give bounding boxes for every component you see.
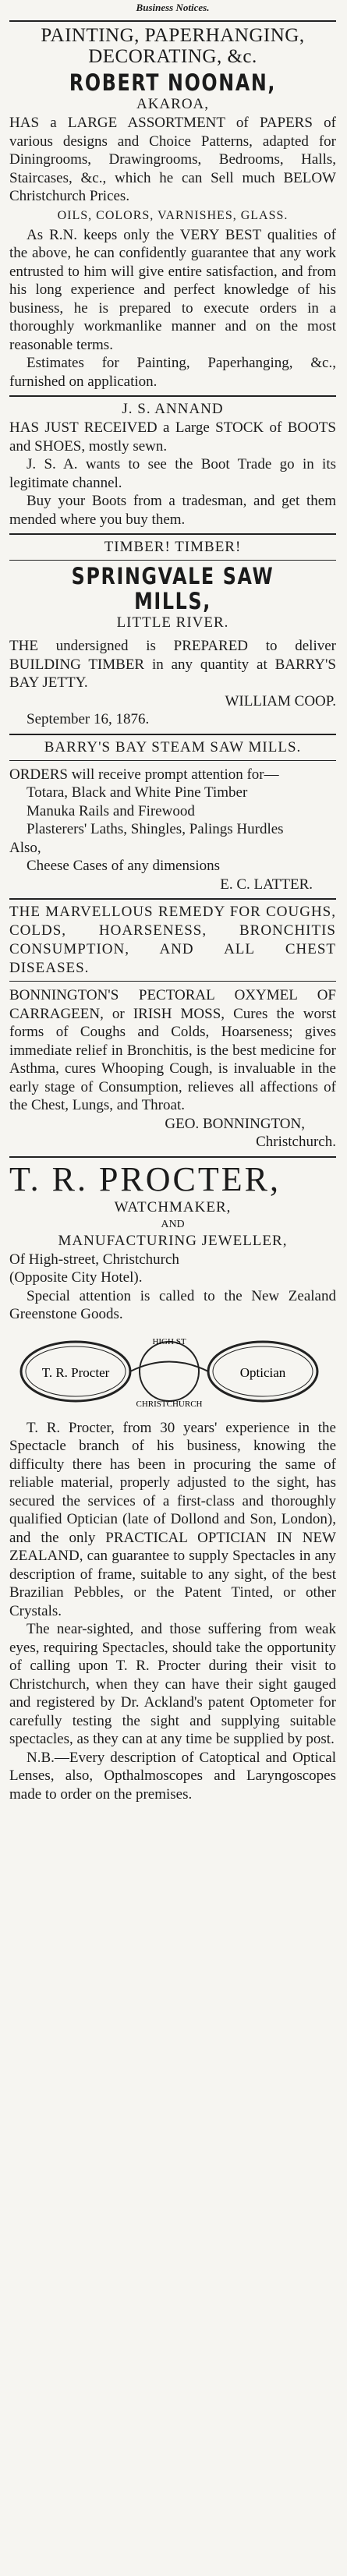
advertiser-role: MANUFACTURING JEWELLER,: [58, 1232, 288, 1249]
advert-list-item: Plasterers' Laths, Shingles, Palings Hurdles: [27, 821, 284, 837]
advert-also: Also,: [9, 839, 41, 856]
divider: [9, 395, 336, 397]
divider: [9, 533, 336, 535]
divider: [9, 560, 336, 561]
advertiser-name: J. S. ANNAND: [122, 401, 224, 417]
advert-body: ORDERS will receive prompt attention for—: [9, 766, 279, 783]
advert-list-item: Cheese Cases of any dimensions: [27, 858, 221, 874]
advert-body: Special attention is called to the New Zealand Greenstone Goods.: [9, 1287, 336, 1322]
advert-list-item: Totara, Black and White Pine Timber: [27, 784, 248, 801]
logo-text-right: Optician: [239, 1364, 286, 1380]
advertiser-place: Christchurch.: [256, 1134, 336, 1150]
advert-body: HAS a LARGE ASSORTMENT of PAPERS of various designs and Choice Patterns, adapted for Diningrooms, Drawingrooms, Bedrooms, Halls, Staircases, &c., which he can Sell much BELOW Christchurch Prices.: [9, 115, 336, 204]
advertiser-role: WATCHMAKER,: [114, 1198, 232, 1215]
advertiser-address: Of High-street, Christchurch: [9, 1251, 179, 1268]
advert-body: Buy your Boots from a tradesman, and get them mended where you buy them.: [9, 493, 336, 528]
divider: [9, 760, 336, 761]
advert-signature: E. C. LATTER.: [220, 876, 313, 893]
advert-subheading: OILS, COLORS, VARNISHES, GLASS.: [57, 208, 289, 222]
advertiser-name: BARRY'S BAY STEAM SAW MILLS.: [44, 738, 302, 755]
advertiser-address: (Opposite City Hotel).: [9, 1269, 143, 1286]
advert-noonan: [9, 25, 336, 391]
advert-body: BONNINGTON'S PECTORAL OXYMEL OF CARRAGEEN, or IRISH MOSS, Cures the worst forms of Coughs and Colds, Hoarseness; gives immediate relief in Bronchitis, is the best medicine for Asthma, cures Whooping Cough, is invaluable in the early stage of Consumption, relieves all affections of the Chest, Lungs, and Throat.: [9, 987, 336, 1113]
advert-bonnington: [9, 903, 336, 1152]
advert-signature: WILLIAM COOP.: [225, 692, 336, 709]
advertiser-conjunction: AND: [161, 1218, 185, 1230]
advertiser-name: T. R. PROCTER,: [9, 1159, 281, 1198]
section-header: Business Notices.: [136, 2, 210, 13]
spectacles-logo: [9, 1329, 336, 1414]
advertiser-place: AKAROA,: [136, 96, 210, 112]
logo-text-left: T. R. Procter: [41, 1364, 110, 1380]
advert-body: T. R. Procter, from 30 years' experience in the Spectacle branch of his business, knowing the difficulty there has been in procuring the same of reliable material, properly adjusted to the sight, has secured the services of a first-class and thoroughly qualified Optician (late of Dollond and Son, London), and the only PRACTICAL OPTICIAN IN NEW ZEALAND, can guarantee to supply Spectacles in any description of frame, suitable to any sight, of the best Brazilian Pebbles, or the Patent Tinted, or other Crystals.: [9, 1419, 336, 1619]
advert-kicker: TIMBER! TIMBER!: [104, 539, 242, 555]
logo-text-top: HIGH ST: [152, 1336, 186, 1346]
advert-body: Estimates for Painting, Paperhanging, &c., furnished on application.: [9, 355, 336, 390]
divider: [9, 20, 336, 22]
spectacles-icon: [9, 1329, 336, 1414]
divider: [9, 981, 336, 982]
advert-date: September 16, 1876.: [27, 711, 150, 727]
advert-body: As R.N. keeps only the VERY BEST qualities of the above, he can confidently guarantee that any work entrusted to him will give entire satisfaction, and from his long experience and perfect knowledge of his business, he is prepared to execute orders in a thoroughly workmanlike manner and on the most reasonable terms.: [9, 226, 336, 353]
advertiser-name: SPRINGVALE SAW MILLS,: [71, 563, 274, 614]
divider: [9, 1156, 336, 1158]
advert-body: N.B.—Every description of Catoptical and Optical Lenses, also, Opthalmoscopes and Laryngoscopes made to order on the premises.: [9, 1749, 336, 1803]
advert-barrys-bay: [9, 738, 336, 894]
advert-procter: [9, 1161, 336, 1804]
advert-body: THE undersigned is PREPARED to deliver BUILDING TIMBER in any quantity at BARRY'S BAY JETTY.: [9, 638, 336, 691]
advertiser-place: LITTLE RIVER.: [116, 614, 229, 631]
advert-body: HAS JUST RECEIVED a Large STOCK of BOOTS and SHOES, mostly sewn.: [9, 419, 336, 455]
advert-heading: THE MARVELLOUS REMEDY FOR COUGHS, COLDS, HOARSENESS, BRONCHITIS CONSUMPTION, AND ALL CHEST DISEASES.: [9, 904, 336, 976]
divider: [9, 898, 336, 900]
logo-text-bottom: CHRISTCHURCH: [136, 1399, 203, 1409]
divider: [9, 734, 336, 735]
advertiser-name: ROBERT NOONAN,: [69, 69, 277, 96]
advert-springvale: [9, 538, 336, 729]
advert-annand: [9, 400, 336, 529]
advert-signature: GEO. BONNINGTON,: [165, 1115, 305, 1132]
advert-body: J. S. A. wants to see the Boot Trade go in its legitimate channel.: [9, 456, 336, 491]
advert-body: The near-sighted, and those suffering from weak eyes, requiring Spectacles, should take the opportunity of calling upon T. R. Procter during their visit to Christchurch, when they can have their sight gauged and registered by Dr. Ackland's patent Optometer for carefully testing the sight and supplying suitable spectacles, as they can at any time be supplied by post.: [9, 1621, 336, 1747]
advert-list-item: Manuka Rails and Firewood: [27, 802, 195, 819]
advert-heading: PAINTING, PAPERHANGING, DECORATING, &c.: [41, 25, 305, 67]
